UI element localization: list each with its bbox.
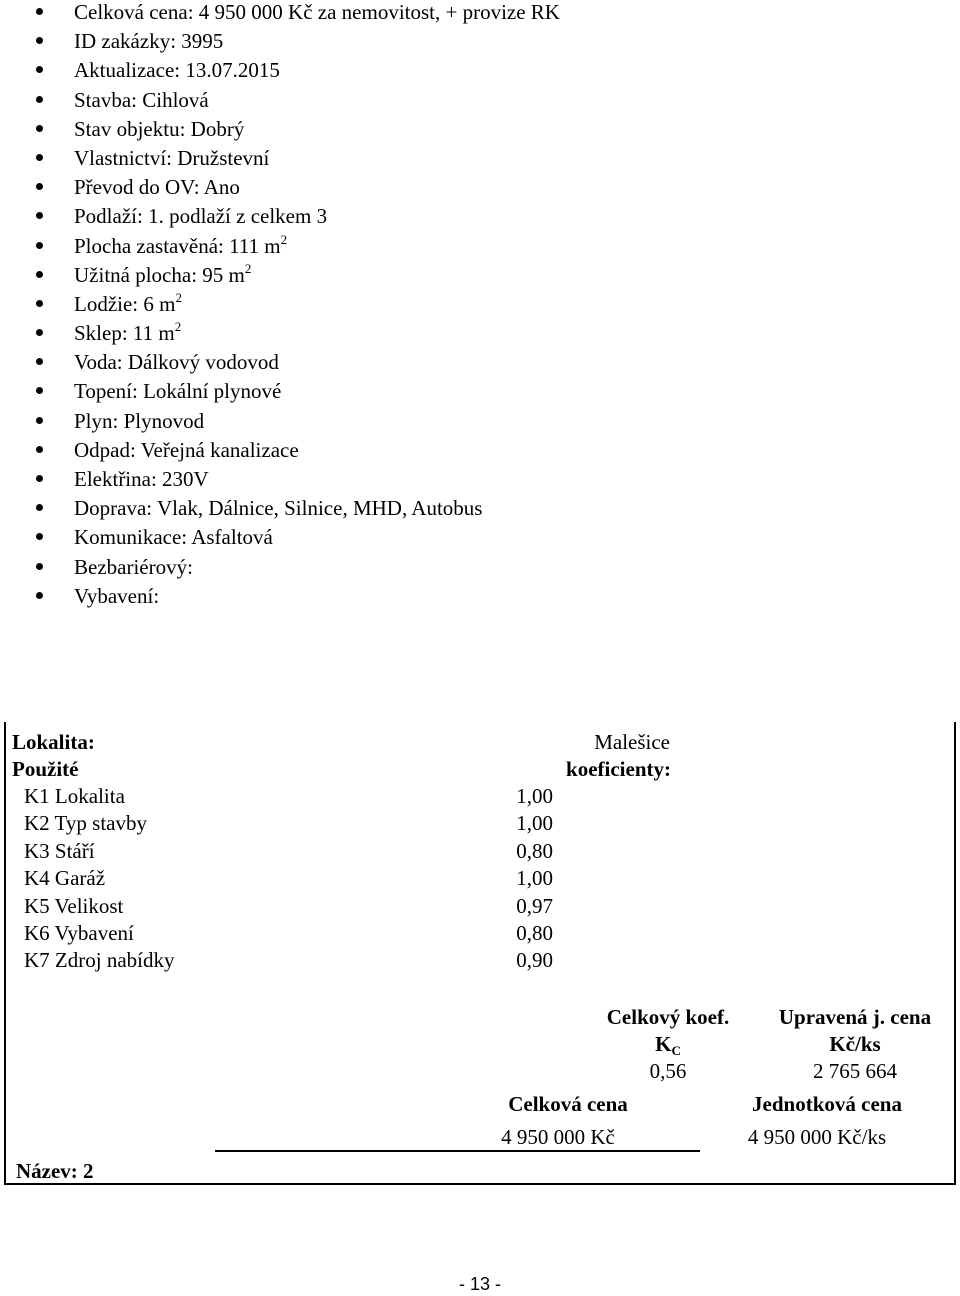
list-item [0, 289, 560, 321]
bullet-dot-icon [36, 387, 43, 394]
bullet-dot-icon [36, 504, 43, 511]
superscript: 2 [174, 319, 182, 335]
table-bottom-border [4, 1183, 956, 1185]
upravena-cena-value: 2 765 664 [813, 1059, 897, 1083]
bullet-dot-icon [36, 66, 43, 73]
coefficient-value: 0,97 [516, 893, 553, 918]
bullet-dot-icon [36, 212, 43, 219]
bullet-dot-icon [36, 563, 43, 570]
list-item [0, 146, 560, 175]
list-item-text: Sklep: 11 m [74, 321, 175, 346]
list-item-text: Podlaží: 1. podlaží z celkem 3 [74, 204, 328, 229]
list-item-text: Voda: Dálkový vodovod [74, 350, 279, 375]
nazev-label: Název: 2 [16, 1159, 94, 1183]
list-item-text: Plyn: Plynovod [74, 408, 205, 433]
list-item-text: Komunikace: Asfaltová [74, 525, 273, 550]
list-item-text: Topení: Lokální plynové [74, 379, 282, 404]
coefficient-value: 0,80 [516, 838, 553, 863]
pouzite-label: Použité [12, 757, 79, 781]
coefficient-value: 0,80 [516, 921, 553, 945]
bullet-dot-icon [36, 446, 43, 453]
list-item-text: Stav objektu: Dobrý [74, 116, 245, 141]
celkovy-koef-label: Celkový koef. [606, 1005, 730, 1029]
coefficient-value: 0,90 [516, 948, 553, 973]
list-item-text: ID zakázky: 3995 [74, 29, 224, 54]
bullet-dot-icon [36, 533, 43, 540]
jednotkova-cena-label: Jednotková cena [752, 1092, 902, 1116]
list-item-text: Lodžie: 6 m [74, 291, 176, 316]
list-item [0, 29, 560, 58]
coefficient-label: K5 Velikost [24, 893, 124, 918]
bullet-dot-icon [36, 300, 43, 307]
coefficient-value: 1,00 [516, 784, 553, 808]
table-divider-line [215, 1150, 700, 1152]
list-item-text: Odpad: Veřejná kanalizace [74, 437, 299, 462]
list-item [0, 584, 560, 613]
superscript: 2 [175, 289, 182, 305]
coefficient-label: K3 Stáří [24, 838, 95, 863]
celkova-cena-value: 4 950 000 Kč [501, 1125, 615, 1149]
table-right-border [954, 722, 956, 1185]
koeficienty-label: koeficienty: [566, 757, 671, 781]
list-item-text: Elektřina: 230V [74, 467, 209, 491]
list-item-text: Převod do OV: Ano [74, 175, 240, 200]
page-number: - 13 - [458, 1274, 501, 1294]
bullet-dot-icon [36, 417, 43, 424]
list-item [0, 555, 560, 584]
lokalita-value: Malešice [594, 730, 670, 754]
bullet-dot-icon [36, 8, 43, 15]
list-item-text: Stavba: Cihlová [74, 87, 209, 112]
kc-label [588, 1032, 748, 1056]
list-item-text: Aktualizace: 13.07.2015 [74, 58, 280, 83]
celkova-cena-label: Celková cena [508, 1092, 628, 1116]
list-item-text: Celková cena: 4 950 000 Kč za nemovitost, + provize RK [74, 0, 560, 24]
upravena-cena-label: Upravená j. cena [778, 1005, 932, 1029]
bullet-dot-icon [36, 329, 43, 336]
list-item [0, 58, 560, 87]
list-item-text: Doprava: Vlak, Dálnice, Silnice, MHD, Autobus [74, 496, 483, 521]
list-item-text: Vybavení: [74, 583, 160, 608]
list-item [0, 379, 560, 408]
list-item [0, 231, 560, 263]
upravena-cena-unit: Kč/ks [829, 1032, 881, 1056]
superscript: 2 [280, 231, 288, 247]
list-item [0, 204, 560, 233]
list-item [0, 438, 560, 467]
kc-subscript: C [671, 1043, 681, 1058]
list-item-text: Užitná plocha: 95 m [74, 262, 245, 287]
list-item [0, 467, 560, 496]
bullet-dot-icon [36, 183, 43, 190]
table-left-border [4, 722, 6, 1185]
coefficient-label: K7 Zdroj nabídky [24, 948, 175, 973]
bullet-dot-icon [36, 37, 43, 44]
bullet-dot-icon [36, 125, 43, 132]
jednotkova-cena-value: 4 950 000 Kč/ks [747, 1125, 887, 1149]
list-item-text: Bezbariérový: [74, 554, 193, 579]
list-item [0, 117, 560, 146]
list-item [0, 409, 560, 438]
property-details-list [0, 0, 560, 613]
list-item [0, 0, 560, 29]
coefficient-label: K2 Typ stavby [24, 811, 147, 836]
list-item [0, 496, 560, 525]
coefficient-value: 1,00 [516, 866, 553, 891]
list-item [0, 350, 560, 379]
kc-letter: K [655, 1032, 672, 1056]
bullet-dot-icon [36, 154, 43, 161]
coefficient-label: K6 Vybavení [24, 921, 134, 945]
bullet-dot-icon [36, 242, 43, 249]
bullet-dot-icon [36, 592, 43, 599]
coefficient-label: K1 Lokalita [24, 784, 125, 808]
lokalita-label: Lokalita: [12, 730, 95, 754]
coefficient-value: 1,00 [516, 811, 553, 836]
list-item [0, 525, 560, 554]
list-item-text: Plocha zastavěná: 111 m [74, 233, 281, 258]
bullet-dot-icon [36, 358, 43, 365]
list-item [0, 260, 560, 292]
bullet-dot-icon [36, 475, 43, 482]
bullet-dot-icon [36, 96, 43, 103]
superscript: 2 [244, 260, 252, 276]
list-item [0, 175, 560, 204]
celkovy-koef-value: 0,56 [649, 1059, 687, 1083]
list-item [0, 88, 560, 117]
list-item [0, 321, 560, 350]
list-item-text: Vlastnictví: Družstevní [74, 145, 270, 170]
coefficient-label: K4 Garáž [24, 866, 106, 891]
bullet-dot-icon [36, 271, 43, 278]
